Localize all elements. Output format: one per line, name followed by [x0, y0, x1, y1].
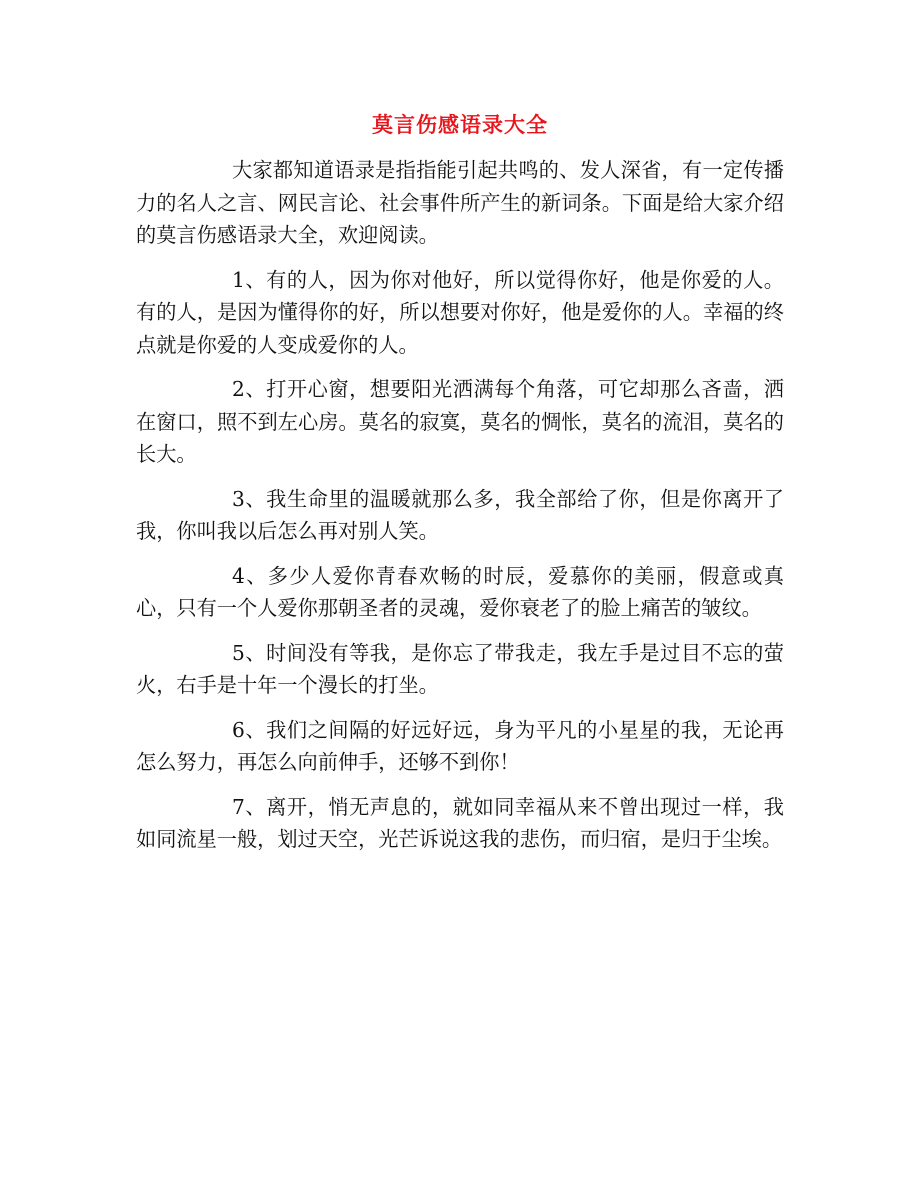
document-title: 莫言伤感语录大全 [372, 112, 548, 137]
document-body [136, 154, 784, 868]
intro-paragraph: 大家都知道语录是指指能引起共鸣的、发人深省，有一定传播力的名人之言、网民言论、社会事件所产生的新词条。下面是给大家介绍的莫言伤感语录大全，欢迎阅读。 [136, 158, 784, 247]
quote-paragraph-6: 6、我们之间隔的好远好远，身为平凡的小星星的我，无论再怎么努力，再怎么向前伸手，还够不到你！ [136, 717, 784, 774]
quote-paragraph-2: 2、打开心窗，想要阳光洒满每个角落，可它却那么吝啬，洒在窗口，照不到左心房。莫名的寂寞，莫名的惆怅，莫名的流泪，莫名的长大。 [136, 377, 784, 466]
quote-paragraph-5: 5、时间没有等我，是你忘了带我走，我左手是过目不忘的萤火，右手是十年一个漫长的打坐。 [136, 640, 784, 697]
quote-paragraph-3: 3、我生命里的温暖就那么多，我全部给了你，但是你离开了我，你叫我以后怎么再对别人笑。 [136, 486, 784, 543]
quote-paragraph-4: 4、多少人爱你青春欢畅的时辰，爱慕你的美丽，假意或真心，只有一个人爱你那朝圣者的灵魂，爱你衰老了的脸上痛苦的皱纹。 [136, 563, 784, 620]
quote-paragraph-7: 7、离开，悄无声息的，就如同幸福从来不曾出现过一样，我如同流星一般，划过天空，光芒诉说这我的悲伤，而归宿，是归于尘埃。 [136, 794, 784, 851]
quote-paragraph-1: 1、有的人，因为你对他好，所以觉得你好，他是你爱的人。有的人，是因为懂得你的好，所以想要对你好，他是爱你的人。幸福的终点就是你爱的人变成爱你的人。 [136, 267, 784, 357]
